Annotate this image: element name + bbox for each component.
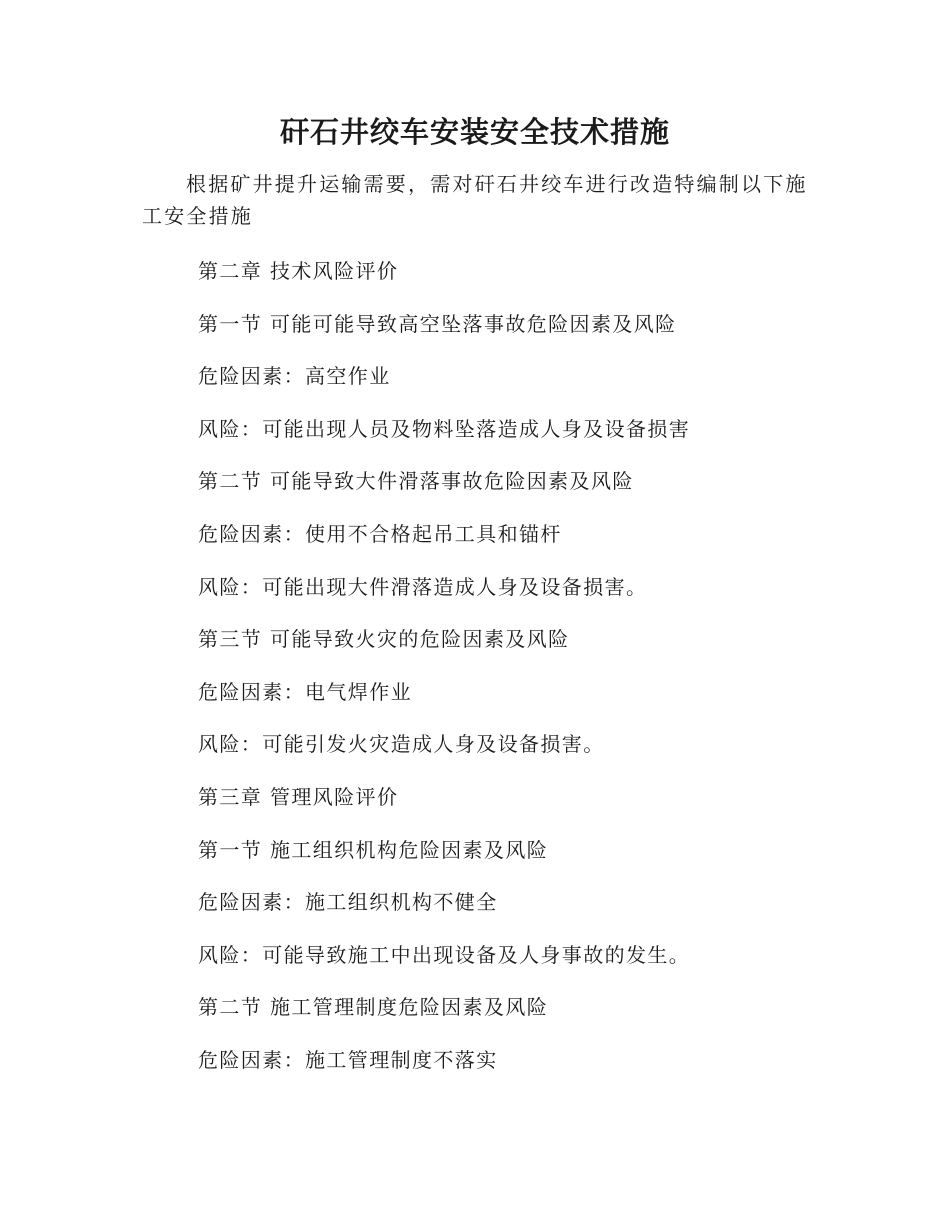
content-line: 第一节 可能可能导致高空坠落事故危险因素及风险 — [198, 311, 677, 336]
content-line: 第一节 施工组织机构危险因素及风险 — [198, 837, 549, 862]
content-line: 危险因素：电气焊作业 — [198, 679, 412, 704]
content-line: 第二节 可能导致大件滑落事故危险因素及风险 — [198, 469, 634, 494]
content-line: 危险因素：高空作业 — [198, 364, 391, 389]
content-line: 风险：可能出现人员及物料坠落造成人身及设备损害 — [198, 416, 691, 441]
document-title: 矸石井绞车安装安全技术措施 — [279, 115, 670, 149]
intro-paragraph: 根据矿井提升运输需要，需对矸石井绞车进行改造特编制以下施工安全措施 — [142, 172, 808, 228]
content-line: 风险：可能出现大件滑落造成人身及设备损害。 — [198, 574, 648, 599]
content-line: 第三节 可能导致火灾的危险因素及风险 — [198, 627, 570, 652]
content-lines — [198, 255, 818, 1097]
content-line: 危险因素：施工管理制度不落实 — [198, 1047, 498, 1072]
content-line: 危险因素：施工组织机构不健全 — [198, 890, 498, 915]
content-line: 危险因素：使用不合格起吊工具和锚杆 — [198, 521, 562, 546]
content-line: 第二章 技术风险评价 — [198, 259, 399, 283]
content-line: 第二节 施工管理制度危险因素及风险 — [198, 995, 549, 1020]
content-line: 第三章 管理风险评价 — [198, 784, 399, 809]
content-line: 风险：可能引发火灾造成人身及设备损害。 — [198, 732, 605, 757]
content-line: 风险：可能导致施工中出现设备及人身事故的发生。 — [198, 942, 691, 967]
